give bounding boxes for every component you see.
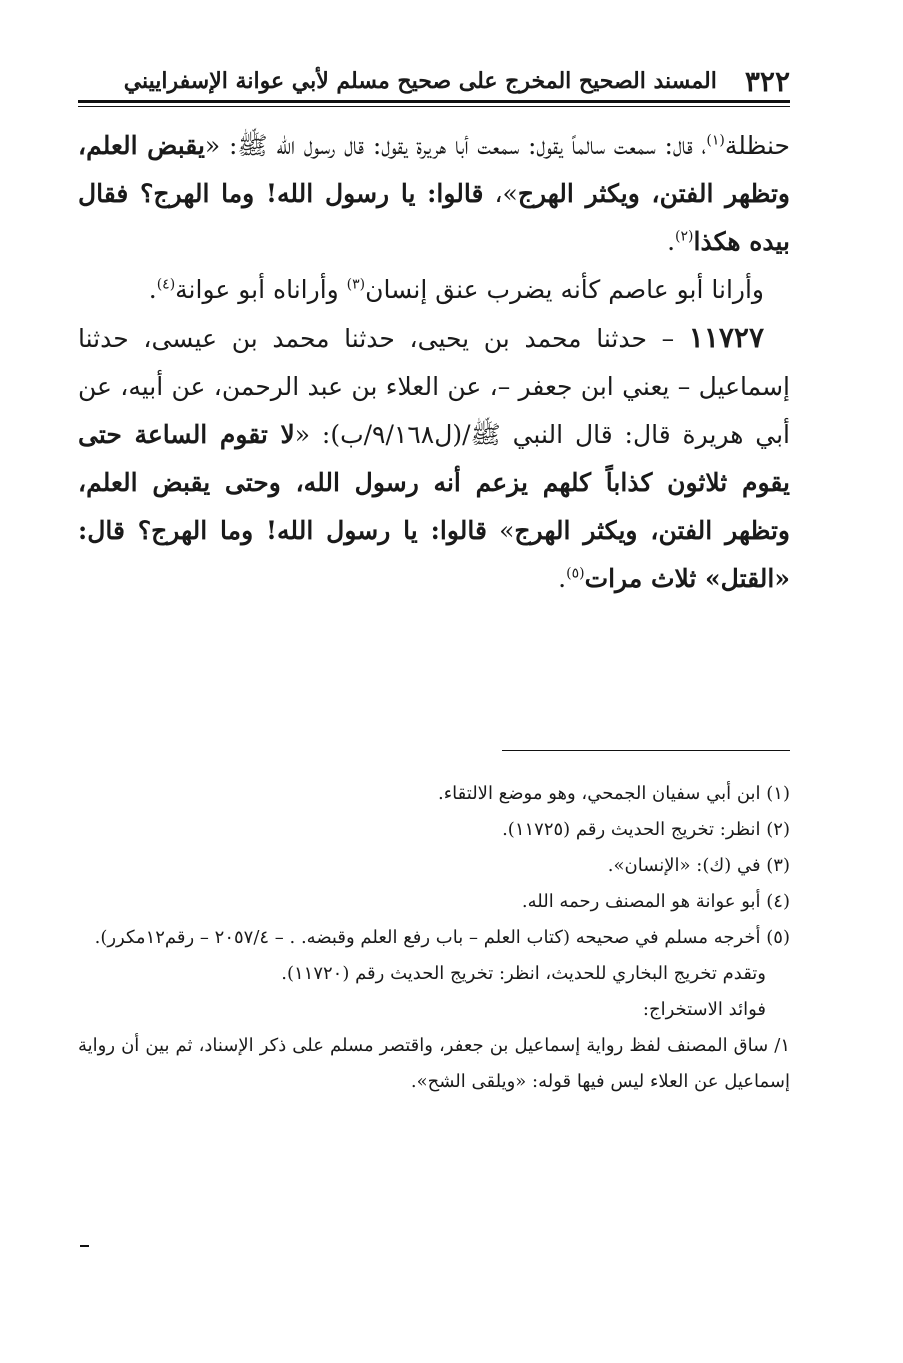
footnote-5-benefit: ١/ ساق المصنف لفظ رواية إسماعيل بن جعفر، واقتصر مسلم على ذكر الإسناد، ثم بين أن رواية إسماعيل عن العلاء ليس فيها قوله: «ويلقى الشح». [78,1035,790,1092]
running-title: المسند الصحيح المخرج على صحيح مسلم لأبي عوانة الإسفراييني [123,68,717,94]
footnote-5-continuation: وتقدم تخريج البخاري للحديث، انظر: تخريج الحديث رقم (١١٧٢٠). [281,963,766,984]
text-run: وأراناه أبو عوانة [175,275,347,304]
footnote-2: (٢) انظر: تخريج الحديث رقم (١١٧٢٥). [502,819,790,840]
footnote-ref-1[interactable]: (١) [706,132,725,149]
footnote-5: (٥) أخرجه مسلم في صحيحه (كتاب العلم – باب رفع العلم وقبضه. . – ٢٠٥٧/٤ – رقم١٢مكرر). [94,927,790,948]
paragraph-1 [78,122,790,266]
paragraph-3 [78,314,790,603]
text-run: ، قال: سمعت سالماً يقول: سمعت أبا هريرة يقول: قال رسول الله ﷺ: « [204,131,707,160]
header-rule-thin [78,106,790,107]
footnote-5-heading: فوائد الاستخراج: [642,999,766,1020]
text-run: »، [483,179,518,208]
text-run: . [148,275,157,304]
footnote-3: (٣) في (ك): «الإنسان». [607,855,790,876]
footnote-ref-4[interactable]: (٤) [156,276,176,293]
footnote-ref-3[interactable]: (٣) [346,276,366,293]
bold-text: قالوا: يا رسول الله! وما الهرج؟ فقال بيده هكذا [78,179,790,256]
footnote-ref-5[interactable]: (٥) [566,565,585,582]
header-rule [78,100,790,103]
bold-text: قالوا: يا رسول الله! وما الهرج؟ قال: «القتل» ثلاث مرات [78,516,790,593]
hadith-quote: لا تقوم الساعة حتى يقوم ثلاثون كذاباً كلهم يزعم أنه رسول الله، وحتى يقبض العلم، وتظهر الفتن، ويكثر الهرج [78,420,791,545]
footnote-separator [502,750,790,751]
text-run: وأرانا أبو عاصم كأنه يضرب عنق إنسان [365,275,764,304]
footnote-4: (٤) أبو عوانة هو المصنف رحمه الله. [521,891,790,912]
paragraph-2 [78,266,790,314]
page-mark [80,1245,89,1247]
footnotes [78,776,790,1100]
hadith-quote: يقبض العلم، وتظهر الفتن، ويكثر الهرج [78,131,791,208]
footnote-ref-2[interactable]: (٢) [675,228,694,245]
text-run: حنظلة [724,131,790,160]
text-run: . [558,564,567,593]
main-text [78,122,790,603]
text-run: – حدثنا محمد بن يحيى، حدثنا محمد بن عيسى، حدثنا إسماعيل – يعني ابن جعفر –، عن العلاء بن عبد الرحمن، عن أبيه، عن أبي هريرة قال: قال النبي ﷺ/(ل٩/١٦٨/ب): « [78,324,790,449]
text-run: . [667,227,676,256]
page-header [78,62,790,100]
hadith-number: ١١٧٢٧ [688,321,764,354]
page-number: ٣٢٢ [744,64,790,98]
footnote-1: (١) ابن أبي سفيان الجمحي، وهو موضع الالتقاء. [437,783,790,804]
text-run: » [486,516,515,545]
